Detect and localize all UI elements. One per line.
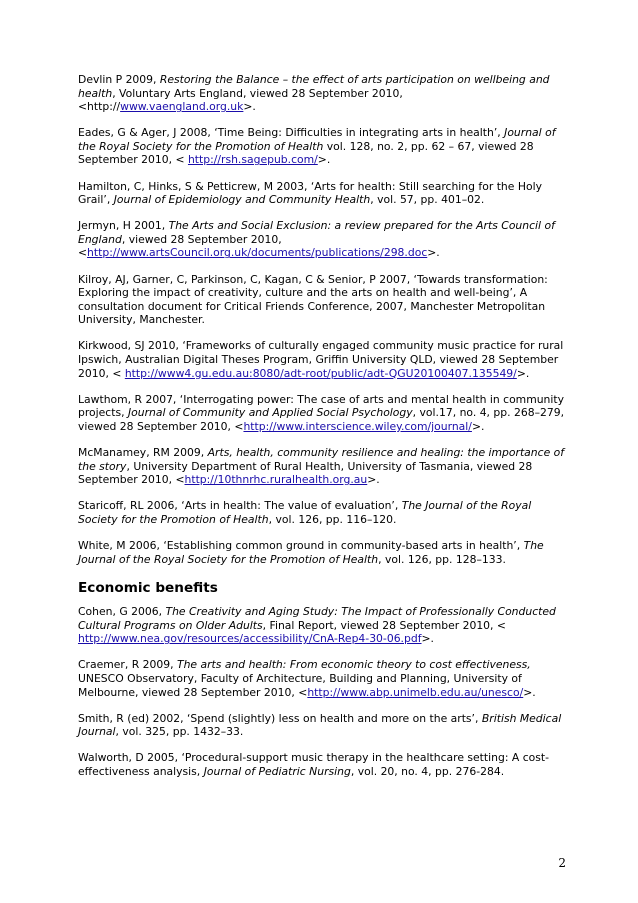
reference-link[interactable]: http://www.artsCouncil.org.uk/documents/publications/298.doc xyxy=(87,246,428,260)
reference-jermyn: Jermyn, H 2001, The Arts and Social Exclusion: a review prepared for the Arts Council of England, viewed 28 September 2010, <http://www.artsCouncil.org.uk/documents/publications/298.doc>. xyxy=(78,219,555,260)
reference-craemer: Craemer, R 2009, The arts and health: From economic theory to cost effectiveness, UNESCO Observatory, Faculty of Architecture, Building and Planning, University of Melbourne, viewed 28 September 2010, <http://www.abp.unimelb.edu.au/unesco/>. xyxy=(78,658,536,699)
section-heading: Economic benefits xyxy=(78,580,218,597)
reference-cohen: Cohen, G 2006, The Creativity and Aging Study: The Impact of Professionally Conducted Cultural Programs on Older Adults, Final Report, viewed 28 September 2010, < http://www.nea.gov/resources/accessibility/CnA-Rep4-30-06.pdf>. xyxy=(78,605,556,646)
reference-lawthom: Lawthom, R 2007, ‘Interrogating power: The case of arts and mental health in community projects, Journal of Community and Applied Social Psychology, vol.17, no. 4, pp. 268–279, viewed 28 September 2010, <http://www.interscience.wiley.com/journal/>. xyxy=(78,392,565,433)
reference-link[interactable]: www.vaengland.org.uk xyxy=(120,100,244,114)
page-number: 2 xyxy=(558,856,566,870)
reference-devlin: Devlin P 2009, Restoring the Balance – the effect of arts participation on wellbeing and health, Voluntary Arts England, viewed 28 September 2010, <http://www.vaengland.org.uk>. xyxy=(78,73,550,114)
reference-mcmanamey: McManamey, RM 2009, Arts, health, community resilience and healing: the importance of the story, University Department of Rural Health, University of Tasmania, viewed 28 September 2010, <http://10thnrhc.ruralhealth.org.au>. xyxy=(78,445,565,487)
reference-hamilton: Hamilton, C, Hinks, S & Petticrew, M 2003, ‘Arts for health: Still searching for the Holy Grail’, Journal of Epidemiology and Community Health, vol. 57, pp. 401–02. xyxy=(78,179,542,207)
reference-link[interactable]: http://10thnrhc.ruralhealth.org.au xyxy=(184,473,368,487)
reference-kilroy: Kilroy, AJ, Garner, C, Parkinson, C, Kagan, C & Senior, P 2007, ‘Towards transformation: Exploring the impact of creativity, culture and the arts on health and well-being’, A consultation document for Critical Friends Conference, 2007, Manchester Metropolitan University, Manchester. xyxy=(78,272,548,327)
reference-link[interactable]: http://www.interscience.wiley.com/journal/ xyxy=(243,419,472,433)
reference-staricoff: Staricoff, RL 2006, ‘Arts in health: The value of evaluation’, The Journal of the Royal Society for the Promotion of Health, vol. 126, pp. 116–120. xyxy=(78,499,532,526)
reference-list xyxy=(78,73,568,791)
reference-kirkwood: Kirkwood, SJ 2010, ‘Frameworks of culturally engaged community music practice for rural Ipswich, Australian Digital Theses Program, Griffin University QLD, viewed 28 September 2010, < http://www4.gu.edu.au:8080/adt-root/public/adt-QGU20100407.135549/>. xyxy=(78,339,564,380)
reference-smith: Smith, R (ed) 2002, ‘Spend (slightly) less on health and more on the arts’, British Medical Journal, vol. 325, pp. 1432–33. xyxy=(78,711,562,739)
reference-walworth: Walworth, D 2005, ‘Procedural-support music therapy in the healthcare setting: A cost-effectiveness analysis, Journal of Pediatric Nursing, vol. 20, no. 4, pp. 276-284. xyxy=(78,751,550,778)
reference-eades: Eades, G & Ager, J 2008, ‘Time Being: Difficulties in integrating arts in health’, Journal of the Royal Society for the Promotion of Health vol. 128, no. 2, pp. 62 – 67, viewed 28 September 2010, < http://rsh.sagepub.com/>. xyxy=(78,126,556,167)
reference-link[interactable]: http://www4.gu.edu.au:8080/adt-root/public/adt-QGU20100407.135549/ xyxy=(124,366,517,380)
reference-link[interactable]: http://rsh.sagepub.com/ xyxy=(187,153,318,167)
reference-white: White, M 2006, ‘Establishing common ground in community-based arts in health’, The Journal of the Royal Society for the Promotion of Health, vol. 126, pp. 128–133. xyxy=(78,538,544,566)
reference-link[interactable]: http://www.abp.unimelb.edu.au/unesco/ xyxy=(307,685,524,699)
reference-link[interactable]: http://www.nea.gov/resources/accessibility/CnA-Rep4-30-06.pdf xyxy=(78,632,422,646)
